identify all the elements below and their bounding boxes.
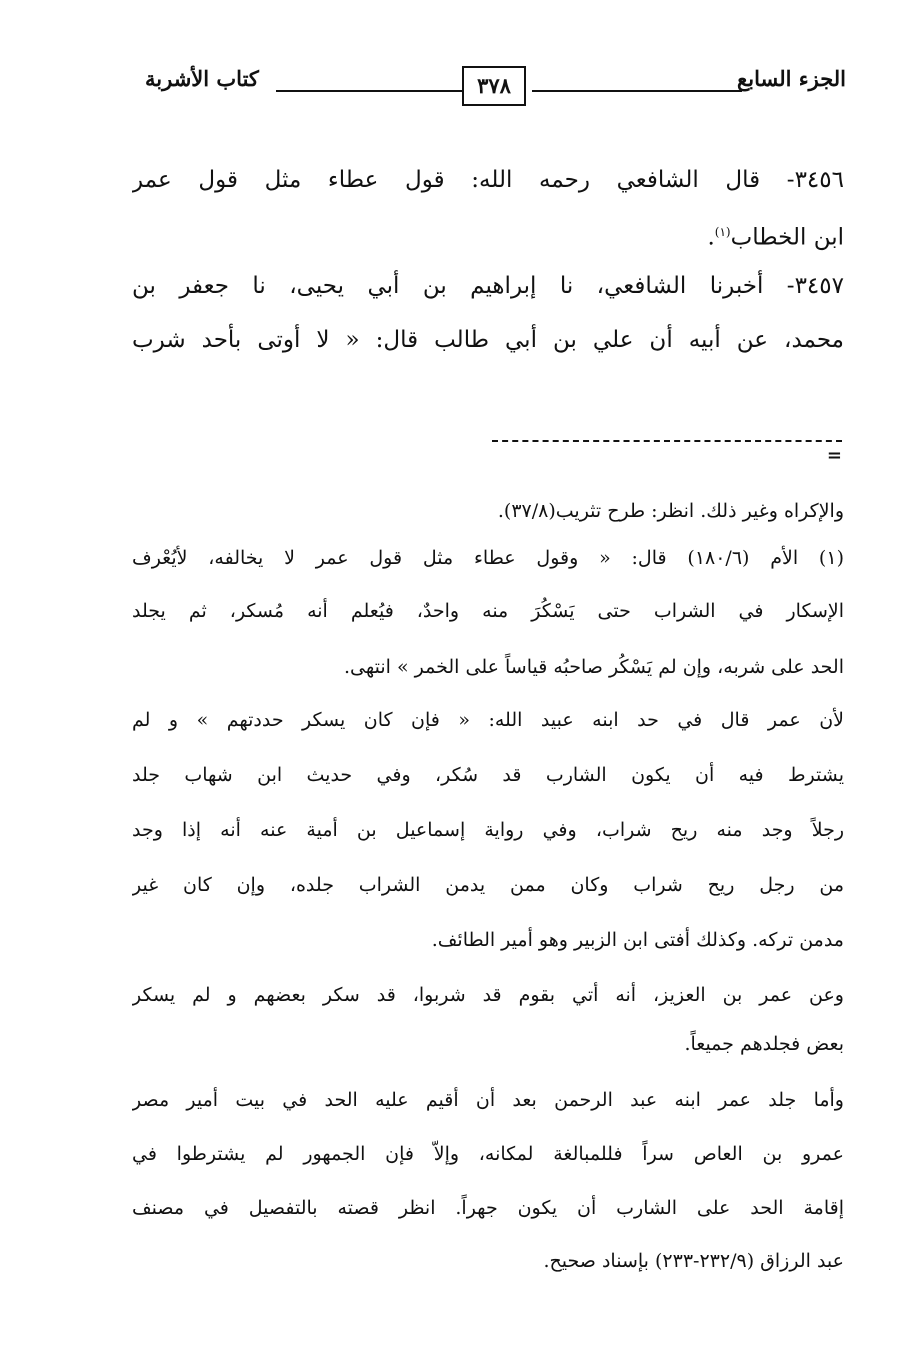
header-book-title: كتاب الأشربة (145, 66, 259, 91)
footnote-line: والإكراه وغير ذلك. انظر: طرح تثريب(٣٧/٨). (497, 500, 844, 522)
footnote-line: الإسكار في الشراب حتى يَسْكُرَ منه واحدٌ، فيُعلم أنه مُسكر، ثم يجلد (132, 600, 844, 622)
main-text-span: ابن الخطاب (730, 224, 844, 251)
footnote-line: مدمن تركه. وكذلك أفتى ابن الزبير وهو أمير الطائف. (431, 929, 844, 951)
footnote-line: وأما جلد عمر ابنه عبد الرحمن بعد أن أقيم عليه الحد في بيت أمير مصر (132, 1089, 844, 1111)
main-text-line: محمد، عن أبيه أن علي بن أبي طالب قال: « لا أوتى بأحد شرب (132, 327, 844, 353)
footnote-line: عمرو بن العاص سراً فللمبالغة لمكانه، وإلاّ فإن الجمهور لم يشترطوا في (132, 1143, 844, 1165)
main-text-line: ٣٤٥٦- قال الشافعي رحمه الله: قول عطاء مثل قول عمر (132, 167, 844, 193)
page-number: ٣٧٨ (462, 66, 526, 106)
header-rule-right (532, 90, 742, 92)
footnote-line: يشترط فيه أن يكون الشارب قد سُكر، وفي حديث ابن شهاب جلد (132, 764, 844, 786)
footnote-line: بعض فجلدهم جميعاً. (684, 1033, 844, 1055)
main-text-line: ٣٤٥٧- أخبرنا الشافعي، نا إبراهيم بن أبي يحيى، نا جعفر بن (132, 273, 844, 299)
footnote-line: لأن عمر قال في حد ابنه عبيد الله: « فإن كان يسكر حددتهم » و لم (132, 709, 844, 731)
footnote-line: (١) الأم (١٨٠/٦) قال: « وقول عطاء مثل قول عمر لا يخالفه، لأيُعْرف (132, 547, 844, 569)
footnote-line: إقامة الحد على الشارب أن يكون جهراً. انظر قصته بالتفصيل في مصنف (132, 1197, 844, 1219)
header-rule-left (276, 90, 462, 92)
footnote-reference: (١) (714, 225, 731, 239)
footnote-continuation-mark: = (826, 445, 842, 466)
footnote-separator (492, 440, 842, 442)
footnote-line: وعن عمر بن العزيز، أنه أتي بقوم قد شربوا، قد سكر بعضهم و لم يسكر (132, 984, 844, 1006)
footnote-line: الحد على شربه، وإن لم يَسْكُر صاحبُه قياساً على الخمر » انتهى. (344, 656, 844, 678)
footnote-line: عبد الرزاق (٢٣٢/٩-٢٣٣) بإسناد صحيح. (543, 1250, 844, 1272)
header-volume: الجزء السابع (737, 66, 846, 91)
footnote-line: من رجل ريح شراب وكان ممن يدمن الشراب جلده، وإن كان غير (132, 874, 844, 896)
footnote-line: رجلاً وجد منه ريح شراب، وفي رواية إسماعيل بن أمية عنه أنه إذا وجد (132, 819, 844, 841)
main-text-line: ابن الخطاب$^{(١)}$. (707, 224, 844, 251)
